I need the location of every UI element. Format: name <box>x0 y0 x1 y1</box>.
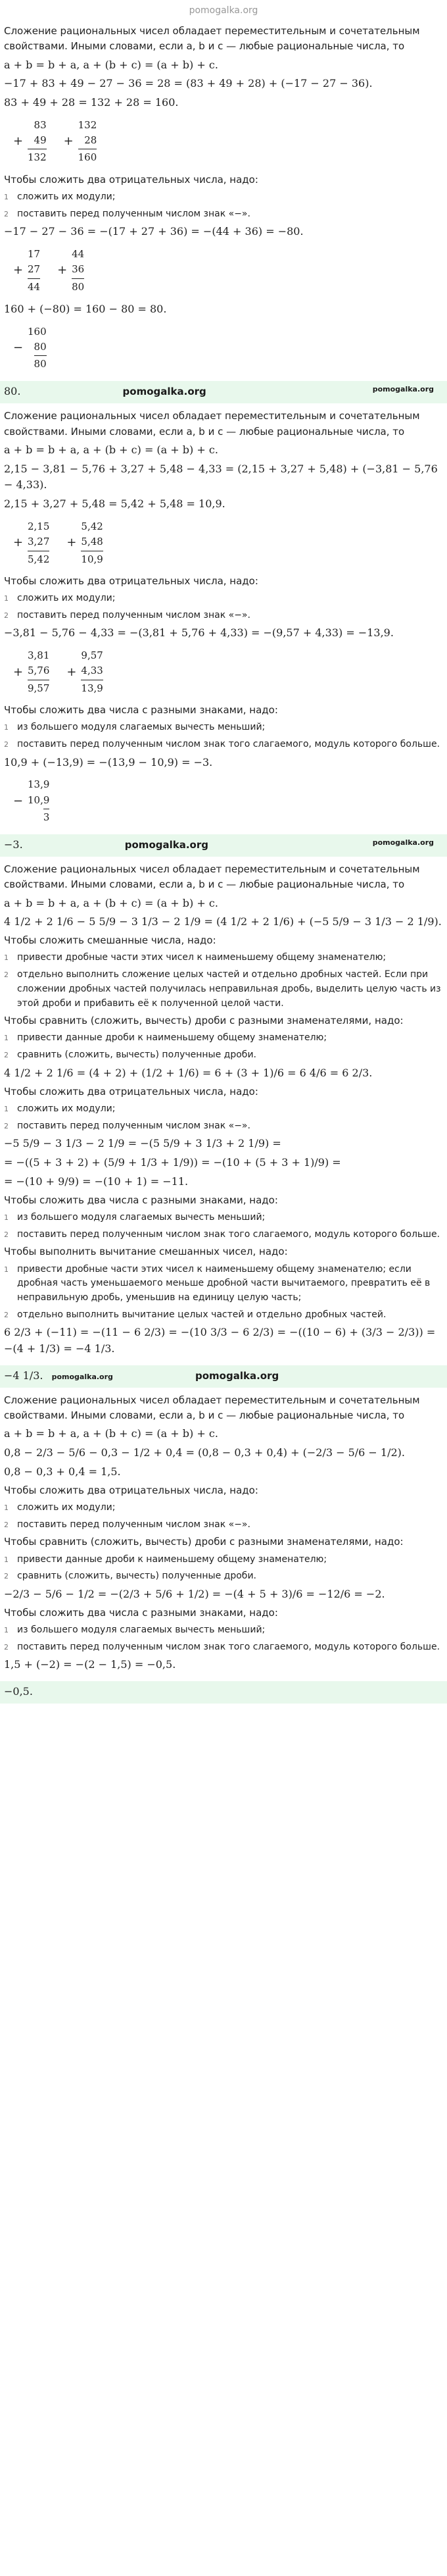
list-item: 2 поставить перед полученным числом знак того слагаемого, модуль которого больше. <box>4 738 440 749</box>
column-subtraction: − 160 80 80 <box>13 324 47 372</box>
law-formula: a + b = b + a, a + (b + c) = (a + b) + c. <box>4 1427 218 1440</box>
equation: 0,8 − 2/3 − 5/6 − 0,3 − 1/2 + 0,4 = (0,8 − 0,3 + 0,4) + (−2/3 − 5/6 − 1/2). <box>4 1446 405 1459</box>
rule-title: Чтобы сравнить (сложить, вычесть) дроби с разными знаменателями, надо: <box>4 1015 404 1027</box>
rule-title: Чтобы сложить два отрицательных числа, надо: <box>4 574 258 587</box>
list-item: 1 привести дробные части этих чисел к наименьшему общему знаменателю; <box>4 952 387 963</box>
list-item: 2 отдельно выполнить сложение целых частей и отдельно дробных частей. Если при сложении дробных частей получилась неправильная дробь, выделить целую часть из этой дроби и прибавить её к полученной целой части. <box>4 969 441 1009</box>
rule-title: Чтобы сложить два числа с разными знаками, надо: <box>4 1194 278 1206</box>
equation: 2,15 + 3,27 + 5,48 = 5,42 + 5,48 = 10,9. <box>4 497 225 511</box>
column-addition: + 3,81 5,76 9,57 <box>13 648 49 696</box>
column-addition: + 17 27 44 <box>13 247 40 295</box>
column-calculations <box>13 644 443 700</box>
rule-title: Чтобы сложить смешанные числа, надо: <box>4 934 216 947</box>
list-item: 2 сравнить (сложить, вычесть) полученные дроби. <box>4 1571 256 1582</box>
column-addition: + 2,15 3,27 5,42 <box>13 519 49 567</box>
equation: −3,81 − 5,76 − 4,33 = −(3,81 + 5,76 + 4,33) = −(9,57 + 4,33) = −13,9. <box>4 626 394 640</box>
answer-band <box>0 1365 447 1388</box>
rule-title: Чтобы выполнить вычитание смешанных чисел, надо: <box>4 1246 288 1258</box>
list-item: 2 поставить перед полученным числом знак «−». <box>4 609 250 620</box>
equation: 0,8 − 0,3 + 0,4 = 1,5. <box>4 1465 121 1478</box>
equation: 2,15 − 3,81 − 5,76 + 3,27 + 5,48 − 4,33 = (2,15 + 3,27 + 5,48) + (−3,81 − 5,76 − 4,33). <box>4 462 438 492</box>
column-addition: + 83 49 132 <box>13 118 47 166</box>
equation: = −((5 + 3 + 2) + (5/9 + 1/3 + 1/9)) = −(10 + (5 + 3 + 1)/9) = <box>4 1156 341 1169</box>
intro-text: Сложение рациональных чисел обладает переместительным и сочетательным свойствами. Иными словами, если a, b и c — любые рациональные числа, то <box>4 25 420 53</box>
equation: −17 + 83 + 49 − 27 − 36 = 28 = (83 + 49 + 28) + (−17 − 27 − 36). <box>4 77 373 90</box>
law-formula: a + b = b + a, a + (b + c) = (a + b) + c. <box>4 896 218 909</box>
answer-band <box>0 381 447 403</box>
equation: 4 1/2 + 2 1/6 = (4 + 2) + (1/2 + 1/6) = 6 + (3 + 1)/6 = 6 4/6 = 6 2/3. <box>4 1066 373 1079</box>
list-item: 1 сложить их модули; <box>4 593 116 604</box>
answer-value: 80. <box>4 385 21 398</box>
equation: −17 − 27 − 36 = −(17 + 27 + 36) = −(44 + 36) = −80. <box>4 225 304 238</box>
watermark: pomogalka.org <box>51 1372 113 1381</box>
list-item: 1 сложить их модули; <box>4 1502 116 1513</box>
list-item: 2 поставить перед полученным числом знак того слагаемого, модуль которого больше. <box>4 1228 440 1240</box>
equation: 83 + 49 + 28 = 132 + 28 = 160. <box>4 96 179 109</box>
equation: −2/3 − 5/6 − 1/2 = −(2/3 + 5/6 + 1/2) = −(4 + 5 + 3)/6 = −12/6 = −2. <box>4 1588 385 1601</box>
list-item: 2 поставить перед полученным числом знак «−». <box>4 1519 250 1530</box>
law-formula: a + b = b + a, a + (b + c) = (a + b) + c. <box>4 443 218 456</box>
list-item: 2 сравнить (сложить, вычесть) полученные дроби. <box>4 1049 256 1061</box>
equation: −5 5/9 − 3 1/3 − 2 1/9 = −(5 5/9 + 3 1/3 + 2 1/9) = <box>4 1137 281 1150</box>
column-calculations <box>13 515 443 571</box>
intro-text: Сложение рациональных чисел обладает переместительным и сочетательным свойствами. Иными словами, если a, b и c — любые рациональные числа, то <box>4 410 420 438</box>
equation: 10,9 + (−13,9) = −(13,9 − 10,9) = −3. <box>4 755 213 769</box>
equation: 6 2/3 + (−11) = −(11 − 6 2/3) = −(10 3/3 − 6 2/3) = −((10 − 6) + (3/3 − 2/3)) = −(4 + 1/3) = −4 1/3. <box>4 1326 436 1355</box>
column-calculations <box>13 243 443 299</box>
law-formula: a + b = b + a, a + (b + c) = (a + b) + c. <box>4 58 218 71</box>
answer-value: −3. <box>4 838 23 851</box>
list-item: 1 из большего модуля слагаемых вычесть меньший; <box>4 722 266 733</box>
answer-value: −0,5. <box>4 1685 33 1698</box>
equation: = −(10 + 9/9) = −(10 + 1) = −11. <box>4 1174 189 1188</box>
answer-value: −4 1/3. <box>4 1369 43 1382</box>
list-item: 2 поставить перед полученным числом знак «−». <box>4 208 250 219</box>
plus-sign: + <box>63 134 74 149</box>
solution-2 <box>0 403 447 834</box>
watermark: pomogalka.org <box>124 839 208 851</box>
answer-band <box>0 1681 447 1704</box>
rule-title: Чтобы сложить два числа с разными знаками, надо: <box>4 1606 278 1619</box>
column-subtraction: − 13,9 10,9 3 <box>13 777 49 825</box>
list-item: 1 сложить их модули; <box>4 191 116 202</box>
rule-title: Чтобы сложить два отрицательных числа, надо: <box>4 173 258 186</box>
list-item: 1 из большего модуля слагаемых вычесть меньший; <box>4 1211 266 1223</box>
rule-title: Чтобы сравнить (сложить, вычесть) дроби с разными знаменателями, надо: <box>4 1536 404 1548</box>
column-calculations <box>13 320 443 376</box>
solution-1 <box>0 18 447 381</box>
equation: 4 1/2 + 2 1/6 − 5 5/9 − 3 1/3 − 2 1/9 = (4 1/2 + 2 1/6) + (−5 5/9 − 3 1/3 − 2 1/9). <box>4 915 442 928</box>
list-item: 1 привести данные дроби к наименьшему общему знаменателю; <box>4 1032 327 1044</box>
column-addition: + 44 36 80 <box>57 247 84 295</box>
answer-band <box>0 834 447 857</box>
list-item: 1 привести данные дроби к наименьшему общему знаменателю; <box>4 1553 327 1565</box>
list-item: 1 сложить их модули; <box>4 1103 116 1114</box>
solution-4 <box>0 1388 447 1681</box>
rule-title: Чтобы сложить два отрицательных числа, надо: <box>4 1484 258 1496</box>
list-item: 2 поставить перед полученным числом знак «−». <box>4 1120 250 1131</box>
list-item: 1 привести дробные части этих чисел к наименьшему общему знаменателю; если дробная часть уменьшаемого меньше дробной части вычитаемого, превратить её в неправильную дробь, уменьшив на единицу целую часть; <box>4 1263 431 1303</box>
plus-sign: + <box>13 134 24 149</box>
list-item: 1 из большего модуля слагаемых вычесть меньший; <box>4 1625 266 1636</box>
watermark: pomogalka.org <box>372 838 434 847</box>
list-item: 2 поставить перед полученным числом знак того слагаемого, модуль которого больше. <box>4 1641 440 1652</box>
column-calculations <box>13 114 443 170</box>
column-addition: + 9,57 4,33 13,9 <box>66 648 103 696</box>
watermark: pomogalka.org <box>195 1369 279 1382</box>
watermark: pomogalka.org <box>372 385 434 394</box>
solution-3 <box>0 857 447 1365</box>
equation: 1,5 + (−2) = −(2 − 1,5) = −0,5. <box>4 1658 176 1671</box>
list-item: 2 отдельно выполнить вычитание целых частей и отдельно дробных частей. <box>4 1309 387 1320</box>
site-logo[interactable]: pomogalka.org <box>189 5 258 16</box>
equation: 160 + (−80) = 160 − 80 = 80. <box>4 302 167 315</box>
column-addition: + 132 28 160 <box>64 118 97 166</box>
rule-title: Чтобы сложить два числа с разными знаками, надо: <box>4 703 278 716</box>
column-calculations <box>13 773 443 829</box>
rule-title: Чтобы сложить два отрицательных числа, надо: <box>4 1085 258 1098</box>
intro-text: Сложение рациональных чисел обладает переместительным и сочетательным свойствами. Иными словами, если a, b и c — любые рациональные числа, то <box>4 863 420 891</box>
watermark: pomogalka.org <box>122 386 206 398</box>
column-addition: + 5,42 5,48 10,9 <box>66 519 103 567</box>
intro-text: Сложение рациональных чисел обладает переместительным и сочетательным свойствами. Иными словами, если a, b и c — любые рациональные числа, то <box>4 1394 420 1422</box>
